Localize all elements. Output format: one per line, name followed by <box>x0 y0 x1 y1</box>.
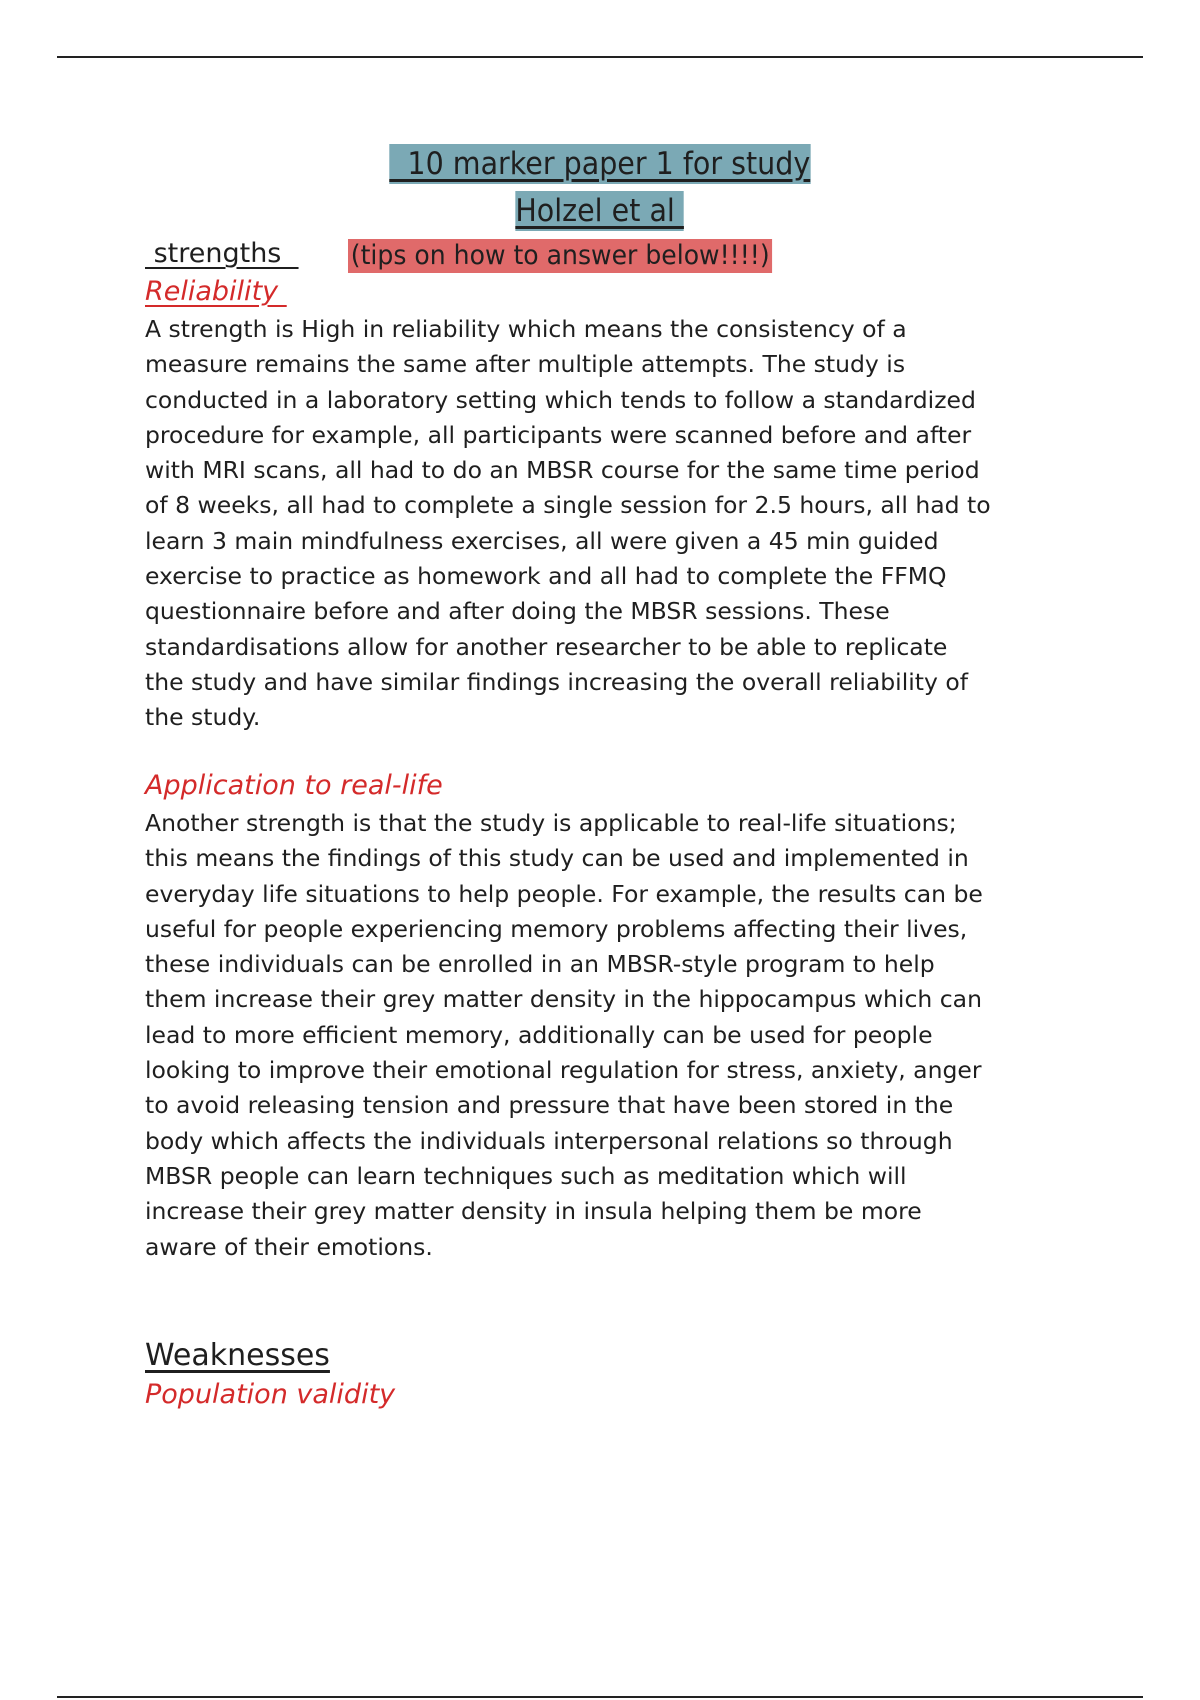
paragraph-line: lead to more efficient memory, additionally can be used for people <box>145 1020 933 1049</box>
population-validity-heading: Population validity <box>145 1379 396 1410</box>
paragraph-line: these individuals can be enrolled in an MBSR-style program to help <box>145 950 935 979</box>
paragraph-line: them increase their grey matter density in the hippocampus which can <box>145 985 982 1014</box>
weaknesses-heading: Weaknesses <box>145 1338 330 1373</box>
paragraph-line: of 8 weeks, all had to complete a single session for 2.5 hours, all had to <box>145 491 991 520</box>
bottom-rule <box>57 1696 1143 1698</box>
application-heading: Application to real-life <box>145 770 443 801</box>
paragraph-line: looking to improve their emotional regulation for stress, anxiety, anger <box>145 1056 982 1085</box>
paragraph-line: everyday life situations to help people. For example, the results can be <box>145 879 983 908</box>
top-rule <box>57 56 1143 58</box>
application-paragraph <box>145 806 983 1265</box>
paragraph-line: MBSR people can learn techniques such as meditation which will <box>145 1161 907 1190</box>
paragraph-line: this means the findings of this study can be used and implemented in <box>145 844 969 873</box>
tips-banner: (tips on how to answer below!!!!) <box>348 239 772 273</box>
paragraph-line: learn 3 main mindfulness exercises, all were given a 45 min guided <box>145 526 939 555</box>
paragraph-line: standardisations allow for another researcher to be able to replicate <box>145 632 948 661</box>
paragraph-line: the study. <box>145 703 261 732</box>
paragraph-line: Another strength is that the study is applicable to real-life situations; <box>145 809 957 837</box>
title-line-1: 10 marker paper 1 for study <box>389 146 811 182</box>
reliability-heading: Reliability <box>145 276 287 307</box>
paragraph-line: aware of their emotions. <box>145 1232 433 1261</box>
paragraph-line: A strength is High in reliability which means the consistency of a <box>145 315 907 343</box>
paragraph-line: useful for people experiencing memory problems affecting their lives, <box>145 914 968 943</box>
paragraph-line: the study and have similar findings increasing the overall reliability of <box>145 667 968 696</box>
paragraph-line: measure remains the same after multiple attempts. The study is <box>145 350 906 379</box>
paragraph-line: procedure for example, all participants were scanned before and after <box>145 420 972 449</box>
reliability-paragraph <box>145 312 991 736</box>
paragraph-line: with MRI scans, all had to do an MBSR course for the same time period <box>145 456 980 485</box>
paragraph-line: exercise to practice as homework and all had to complete the FFMQ <box>145 562 947 591</box>
paragraph-line: to avoid releasing tension and pressure that have been stored in the <box>145 1091 954 1120</box>
strengths-heading: strengths <box>145 238 299 269</box>
paragraph-line: increase their grey matter density in insula helping them be more <box>145 1197 922 1226</box>
title-line-2: Holzel et al <box>515 193 685 229</box>
paragraph-line: body which affects the individuals interpersonal relations so through <box>145 1126 953 1155</box>
paragraph-line: conducted in a laboratory setting which tends to follow a standardized <box>145 385 976 414</box>
paragraph-line: questionnaire before and after doing the MBSR sessions. These <box>145 597 890 626</box>
